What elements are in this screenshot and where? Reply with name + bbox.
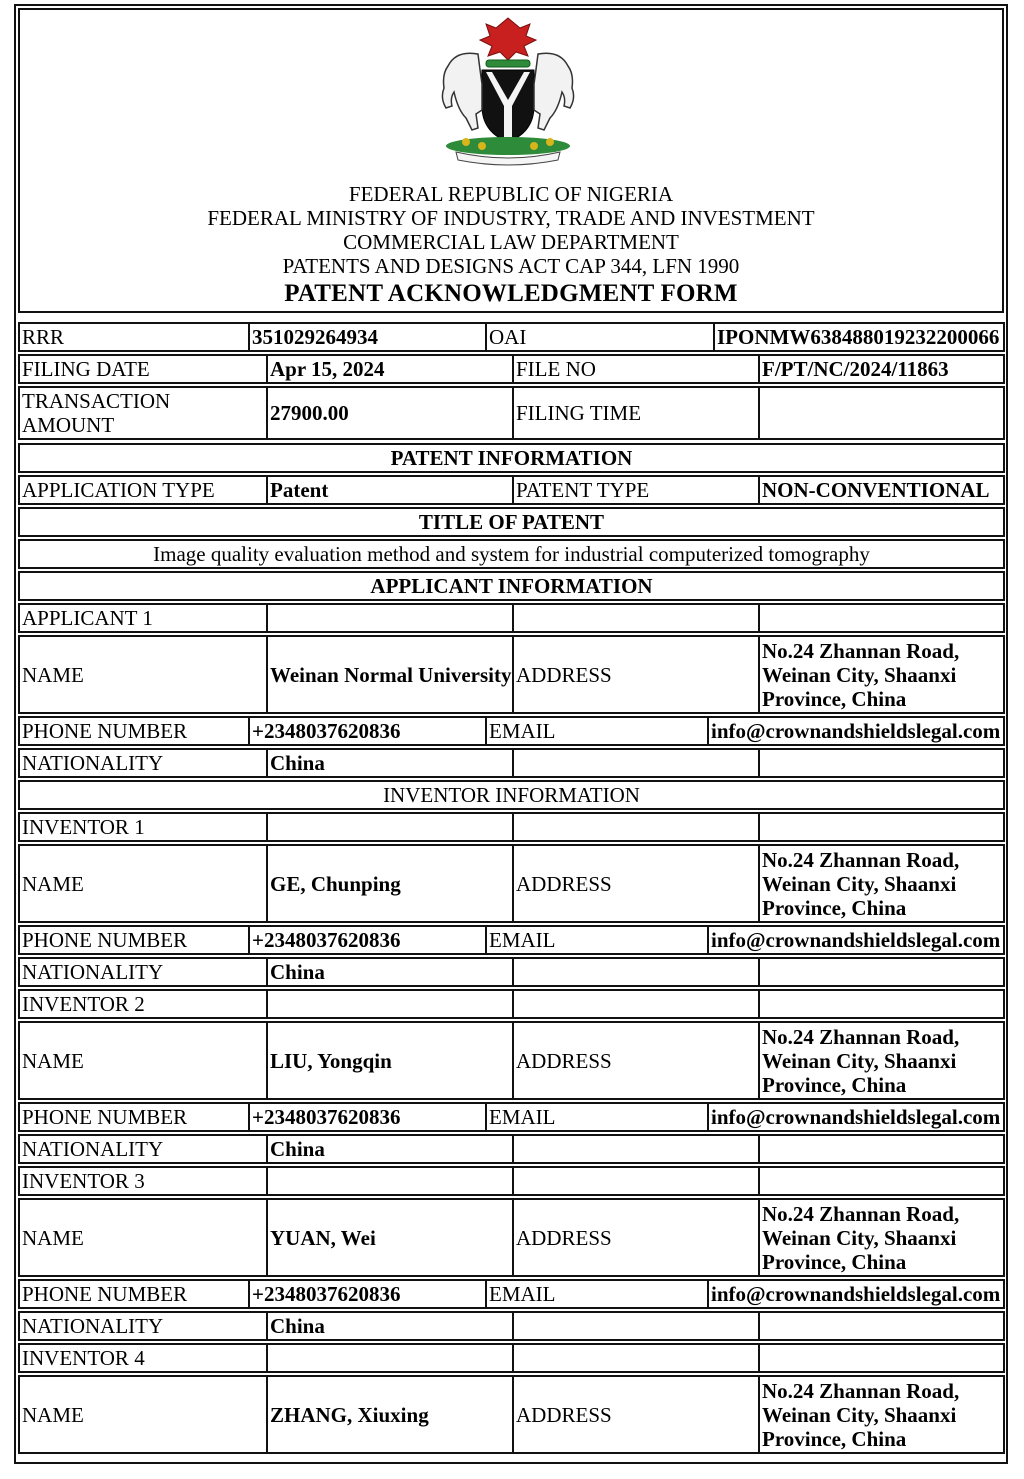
empty-cell [266,991,512,1017]
filing-time-value [758,388,1003,438]
empty-cell [512,1136,758,1162]
title-row [18,539,1005,569]
empty-cell [758,1168,1003,1194]
applicant-heading: APPLICANT 1 [22,606,153,630]
country-name: FEDERAL REPUBLIC OF NIGERIA [348,182,674,206]
applicant-address: No.24 Zhannan Road, Weinan City, Shaanxi Province, China [758,637,1003,712]
inventor-phone: +2348037620836 [248,1281,485,1307]
applicant-info-heading [18,571,1005,601]
oai-label: OAI [485,324,713,350]
applicant-phone-row [18,716,1005,746]
phone-label: PHONE NUMBER [22,719,188,743]
phone-label: PHONE NUMBER [22,1105,188,1129]
inventor-nationality: China [266,959,512,985]
empty-cell [512,1345,758,1371]
empty-cell [758,991,1003,1017]
applicant-name: Weinan Normal University [266,637,512,712]
empty-cell [266,1168,512,1194]
name-label: NAME [22,1225,84,1250]
inventor-phone-row [18,1279,1005,1309]
email-label: EMAIL [485,1281,707,1307]
section-title: PATENT INFORMATION [390,445,633,470]
empty-cell [512,814,758,840]
applicant-name-row [18,635,1005,714]
inventor-nationality: China [266,1313,512,1339]
phone-label: PHONE NUMBER [22,928,188,952]
empty-cell [512,750,758,776]
inventor-heading-row [18,1343,1005,1373]
applicant-phone: +2348037620836 [248,718,485,744]
empty-cell [758,959,1003,985]
inventor-email: info@crownandshieldslegal.com [707,927,1003,953]
inventor-name-row [18,1198,1005,1277]
empty-cell [512,1168,758,1194]
email-label: EMAIL [485,1104,707,1130]
address-label: ADDRESS [512,1377,758,1452]
inventor-name-row [18,1021,1005,1100]
address-label: ADDRESS [512,846,758,921]
application-type-value: Patent [266,477,512,503]
empty-cell [512,1313,758,1339]
transaction-amount-label: TRANSACTION AMOUNT [22,389,171,437]
applicant-email: info@crownandshieldslegal.com [707,718,1003,744]
empty-cell [758,1136,1003,1162]
inventor-info-heading [18,780,1005,810]
inventor-nationality-row [18,1134,1005,1164]
inventor-nationality: China [266,1136,512,1162]
empty-cell [512,605,758,631]
patent-type-value: NON-CONVENTIONAL [758,477,1003,503]
patent-title: Image quality evaluation method and system for industrial computerized tomography [153,541,870,566]
inventor-email: info@crownandshieldslegal.com [707,1281,1003,1307]
inventor-heading-row [18,1166,1005,1196]
empty-cell [758,605,1003,631]
name-label: NAME [22,871,84,896]
email-label: EMAIL [485,718,707,744]
patent-type-label: PATENT TYPE [512,477,758,503]
nationality-label: NATIONALITY [22,751,164,775]
inventor-name: LIU, Yongqin [266,1023,512,1098]
inventor-name: YUAN, Wei [266,1200,512,1275]
empty-cell [758,814,1003,840]
ministry-name: FEDERAL MINISTRY OF INDUSTRY, TRADE AND INVESTMENT [207,206,815,230]
file-no-label: FILE NO [512,356,758,382]
patent-info-heading [18,443,1005,473]
inventor-heading: INVENTOR 4 [22,1346,145,1370]
address-label: ADDRESS [512,637,758,712]
name-label: NAME [22,1402,84,1427]
application-type-label: APPLICATION TYPE [22,478,215,502]
nationality-label: NATIONALITY [22,960,164,984]
inventor-name-row [18,1375,1005,1454]
title-heading: TITLE OF PATENT [418,509,605,534]
inventor-address: No.24 Zhannan Road, Weinan City, Shaanxi Province, China [758,1377,1003,1452]
inventor-phone-row [18,1102,1005,1132]
empty-cell [512,991,758,1017]
empty-cell [266,1345,512,1371]
empty-cell [266,605,512,631]
rrr-value: 351029264934 [248,324,485,350]
inventor-heading-row [18,989,1005,1019]
inventor-name: GE, Chunping [266,846,512,921]
empty-cell [758,1313,1003,1339]
empty-cell [266,814,512,840]
inventor-heading: INVENTOR 1 [22,815,145,839]
inventor-name: ZHANG, Xiuxing [266,1377,512,1452]
transaction-row [18,386,1005,440]
address-label: ADDRESS [512,1200,758,1275]
file-no-value: F/PT/NC/2024/11863 [758,356,1003,382]
filing-date-row [18,354,1005,384]
applicant-nationality-row [18,748,1005,778]
nationality-label: NATIONALITY [22,1314,164,1338]
inventor-nationality-row [18,1311,1005,1341]
rrr-row [18,322,1005,352]
form-title: PATENT ACKNOWLEDGMENT FORM [284,280,738,307]
application-type-row [18,475,1005,505]
inventor-address: No.24 Zhannan Road, Weinan City, Shaanxi Province, China [758,846,1003,921]
applicant-heading-row [18,603,1005,633]
inventor-address: No.24 Zhannan Road, Weinan City, Shaanxi Province, China [758,1200,1003,1275]
inventor-phone-row [18,925,1005,955]
inventor-heading-row [18,812,1005,842]
name-label: NAME [22,1048,84,1073]
department-name: COMMERCIAL LAW DEPARTMENT [343,230,679,254]
empty-cell [758,750,1003,776]
email-label: EMAIL [485,927,707,953]
inventor-email: info@crownandshieldslegal.com [707,1104,1003,1130]
oai-value: IPONMW638488019232200066 [713,324,1003,350]
nigeria-coat-of-arms-icon [426,14,590,166]
inventor-name-row [18,844,1005,923]
inventor-nationality-row [18,957,1005,987]
inventor-heading: INVENTOR 3 [22,1169,145,1193]
empty-cell [758,1345,1003,1371]
filing-date-label: FILING DATE [22,357,150,381]
applicant-nationality: China [266,750,512,776]
act-reference: PATENTS AND DESIGNS ACT CAP 344, LFN 1990 [282,254,740,278]
rrr-label: RRR [22,325,65,349]
filing-date-value: Apr 15, 2024 [266,356,512,382]
transaction-amount-value: 27900.00 [266,388,512,438]
address-label: ADDRESS [512,1023,758,1098]
inventor-address: No.24 Zhannan Road, Weinan City, Shaanxi Province, China [758,1023,1003,1098]
filing-time-label: FILING TIME [512,388,758,438]
empty-cell [512,959,758,985]
inventor-phone: +2348037620836 [248,1104,485,1130]
phone-label: PHONE NUMBER [22,1282,188,1306]
section-title: INVENTOR INFORMATION [383,782,640,807]
nationality-label: NATIONALITY [22,1137,164,1161]
name-label: NAME [22,662,84,687]
section-title: APPLICANT INFORMATION [370,573,653,598]
title-heading-row [18,507,1005,537]
inventor-heading: INVENTOR 2 [22,992,145,1016]
inventor-phone: +2348037620836 [248,927,485,953]
